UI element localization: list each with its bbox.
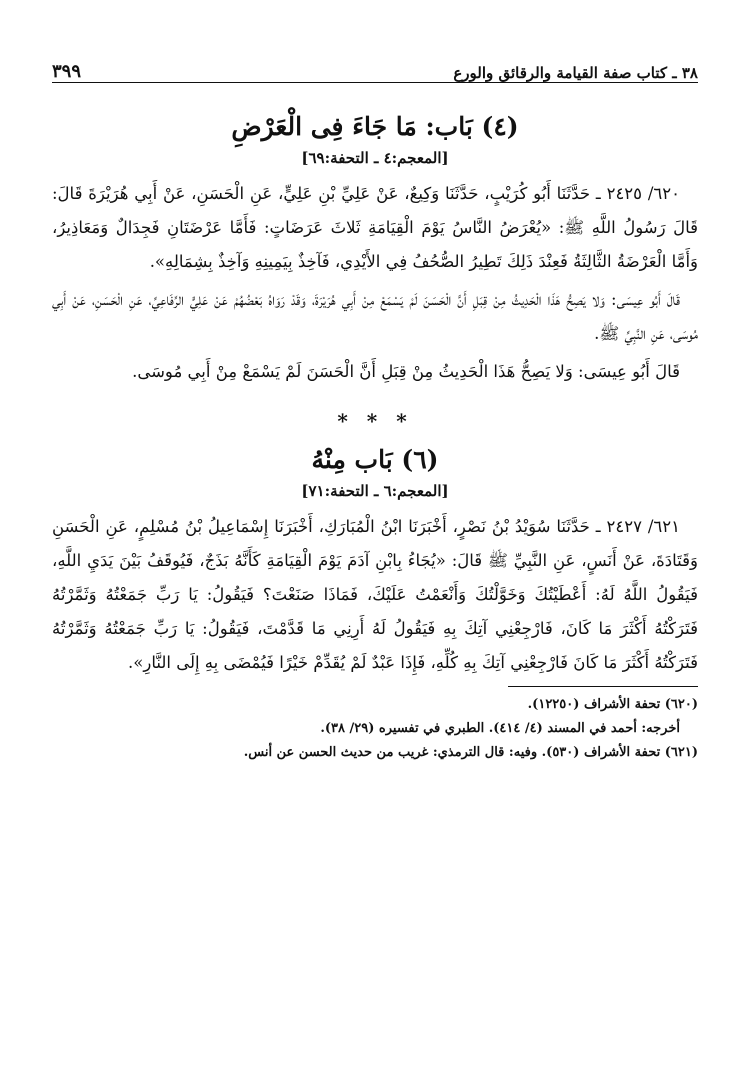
page-content bbox=[52, 100, 698, 765]
section-divider: * * * bbox=[337, 409, 413, 433]
commentary-abu-isa-2: قَالَ أَبُو عِيسَى: وَلا يَصِحُّ هَذَا الْحَدِيثُ مِنْ قِبَلِ أَنَّ الْحَسَنَ لَمْ يَسْمَعْ مِنْ أَبِي مُوسَى. bbox=[132, 362, 680, 381]
footnote-621: (٦٢١) تحفة الأشراف (٥٣٠). وفيه: قال الترمذي: غريب من حديث الحسن عن أنس. bbox=[243, 745, 698, 760]
hadith-620: ٦٢٠/ ٢٤٢٥ ـ حَدَّثَنَا أَبُو كُرَيْبٍ، حَدَّثَنَا وَكِيعٌ، عَنْ عَلِيِّ بْنِ عَلِيٍّ، عَنِ الْحَسَنِ، عَنْ أَبِي هُرَيْرَةَ قَالَ: قَالَ رَسُولُ اللَّهِ ﷺ: «يُعْرَضُ النَّاسُ يَوْمَ الْقِيَامَةِ ثَلاثَ عَرَضَاتٍ: فَأَمَّا عَرْضَتَانِ فَجِدَالٌ وَمَعَاذِيرُ، وَأَمَّا الْعَرْضَةُ الثَّالِثَةُ فَعِنْدَ ذَلِكَ تَطِيرُ الصُّحُفُ فِي الأَيْدِي، فَآخِذٌ بِيَمِينِهِ وَآخِذٌ بِشِمَالِهِ». bbox=[52, 184, 698, 271]
page-header bbox=[52, 56, 698, 83]
running-title: ٣٨ ـ كتاب صفة القيامة والرقائق والورع bbox=[453, 64, 698, 82]
footnote-620: (٦٢٠) تحفة الأشراف (١٢٢٥٠). bbox=[527, 697, 698, 712]
footnote-separator bbox=[508, 686, 698, 687]
page-number: ٣٩٩ bbox=[52, 61, 82, 82]
commentary-abu-isa-1: قَالَ أَبُو عِيسَى: وَلا يَصِحُّ هَذَا الْحَدِيثُ مِنْ قِبَلِ أَنَّ الْحَسَنَ لَمْ يَسْمَعْ مِنْ أَبِي هُرَيْرَةَ، وَقَدْ رَوَاهُ بَعْضُهُمْ عَنْ عَلِيٍّ الرِّفَاعِيِّ، عَنِ الْحَسَنِ، عَنْ أَبِي مُوسَى، عَنِ النَّبِيِّ ﷺ. bbox=[52, 290, 698, 343]
chapter-title-4: (٤) بَاب: مَا جَاءَ فِى الْعَرْضِ bbox=[231, 112, 519, 141]
chapter-reference-6: [المعجم:٦ ـ التحفة:٧١] bbox=[301, 482, 449, 500]
hadith-621: ٦٢١/ ٢٤٢٧ ـ حَدَّثَنَا سُوَيْدُ بْنُ نَصْرٍ، أَخْبَرَنَا ابْنُ الْمُبَارَكِ، أَخْبَرَنَا إِسْمَاعِيلُ بْنُ مُسْلِمٍ، عَنِ الْحَسَنِ وَقَتَادَةَ، عَنْ أَنَسٍ، عَنِ النَّبِيِّ ﷺ قَالَ: «يُجَاءُ بِابْنِ آدَمَ يَوْمَ الْقِيَامَةِ كَأَنَّهُ بَذَجٌ، فَيُوقَفُ بَيْنَ يَدَيِ اللَّهِ، فَيَقُولُ اللَّهُ لَهُ: أَعْطَيْتُكَ وَخَوَّلْتُكَ وَأَنْعَمْتُ عَلَيْكَ، فَمَاذَا صَنَعْتَ؟ فَيَقُولُ: يَا رَبِّ جَمَعْتُهُ وَثَمَّرْتُهُ فَتَرَكْتُهُ أَكْثَرَ مَا كَانَ، فَارْجِعْنِي آتِكَ بِهِ فَيَقُولُ لَهُ أَرِنِي مَا قَدَّمْتَ، فَيَقُولُ: يَا رَبِّ جَمَعْتُهُ وَثَمَّرْتُهُ فَتَرَكْتُهُ أَكْثَرَ مَا كَانَ فَارْجِعْنِي آتِكَ بِهِ كُلِّهِ، فَإِذَا عَبْدٌ لَمْ يُقَدِّمْ خَيْرًا فَيُمْضَى بِهِ إِلَى النَّارِ». bbox=[52, 517, 698, 672]
chapter-title-6: (٦) بَاب مِنْهُ bbox=[311, 445, 439, 474]
footnote-620-sources: أخرجه: أحمد في المسند (٤/ ٤١٤). الطبري في تفسيره (٢٩/ ٣٨). bbox=[320, 721, 680, 736]
chapter-reference-4: [المعجم:٤ ـ التحفة:٦٩] bbox=[301, 149, 449, 167]
